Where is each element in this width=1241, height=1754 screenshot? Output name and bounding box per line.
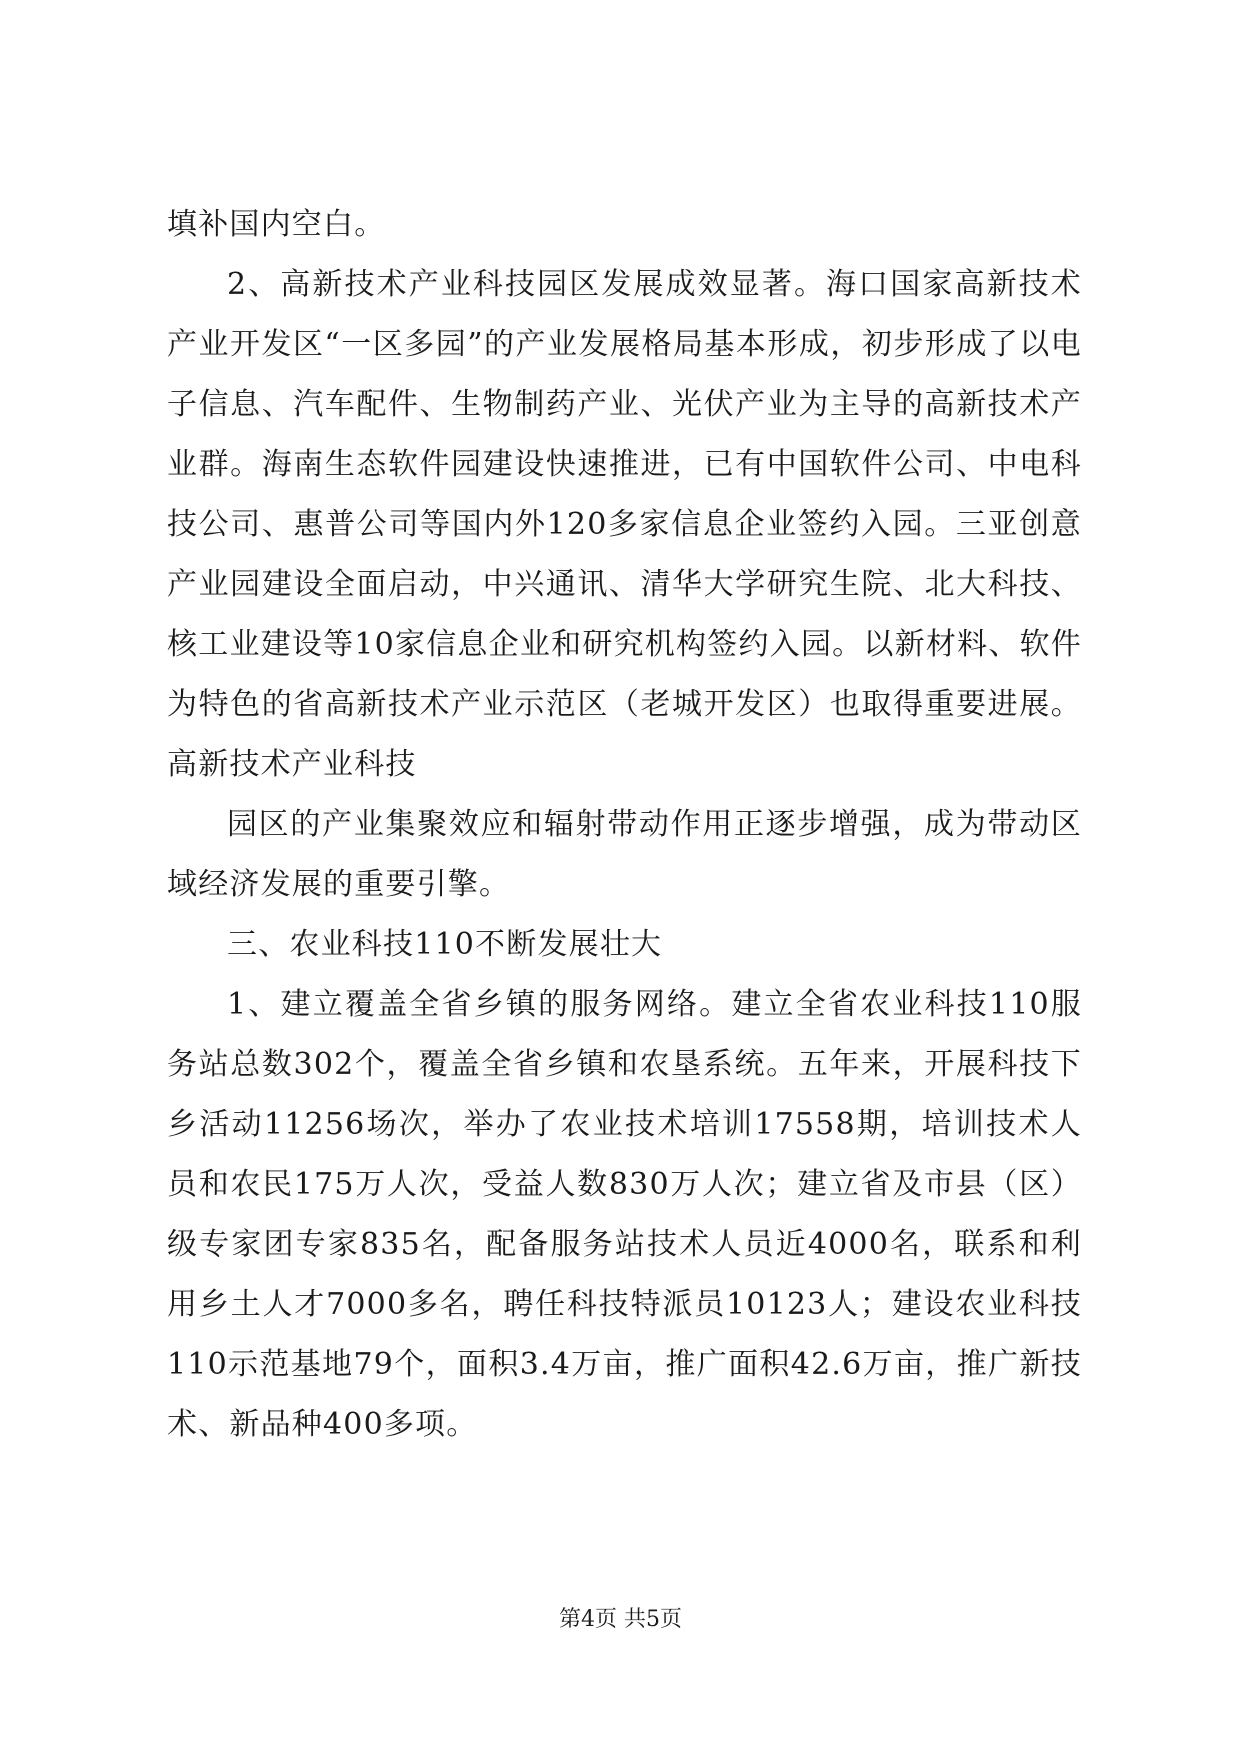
paragraph-park-effects: 园区的产业集聚效应和辐射带动作用正逐步增强，成为带动区域经济发展的重要引擎。 <box>167 807 1082 902</box>
page-footer: 第4页 共5页 <box>559 1607 682 1632</box>
document-body <box>167 195 1082 1455</box>
paragraph-continuation: 填补国内空白。 <box>167 207 386 242</box>
paragraph-service-network: 1、建立覆盖全省乡镇的服务网络。建立全省农业科技110服务站总数302个，覆盖全省乡镇和农垦系统。五年来，开展科技下乡活动11256场次，举办了农业技术培训17558期，培训技术人员和农民175万人次，受益人数830万人次；建立省及市县（区）级专家团专家835名，配备服务站技术人员近4000名，联系和利用乡土人才7000多名，聘任科技特派员10123人；建设农业科技110示范基地79个，面积3.4万亩，推广面积42.6万亩，推广新技术、新品种400多项。 <box>167 987 1082 1442</box>
section-heading-agri-110: 三、农业科技110不断发展壮大 <box>227 927 663 962</box>
paragraph-high-tech-parks: 2、高新技术产业科技园区发展成效显著。海口国家高新技术产业开发区“一区多园”的产业发展格局基本形成，初步形成了以电子信息、汽车配件、生物制药产业、光伏产业为主导的高新技术产业群。海南生态软件园建设快速推进，已有中国软件公司、中电科技公司、惠普公司等国内外120多家信息企业签约入园。三亚创意产业园建设全面启动，中兴通讯、清华大学研究生院、北大科技、核工业建设等10家信息企业和研究机构签约入园。以新材料、软件为特色的省高新技术产业示范区（老城开发区）也取得重要进展。高新技术产业科技 <box>167 267 1082 782</box>
